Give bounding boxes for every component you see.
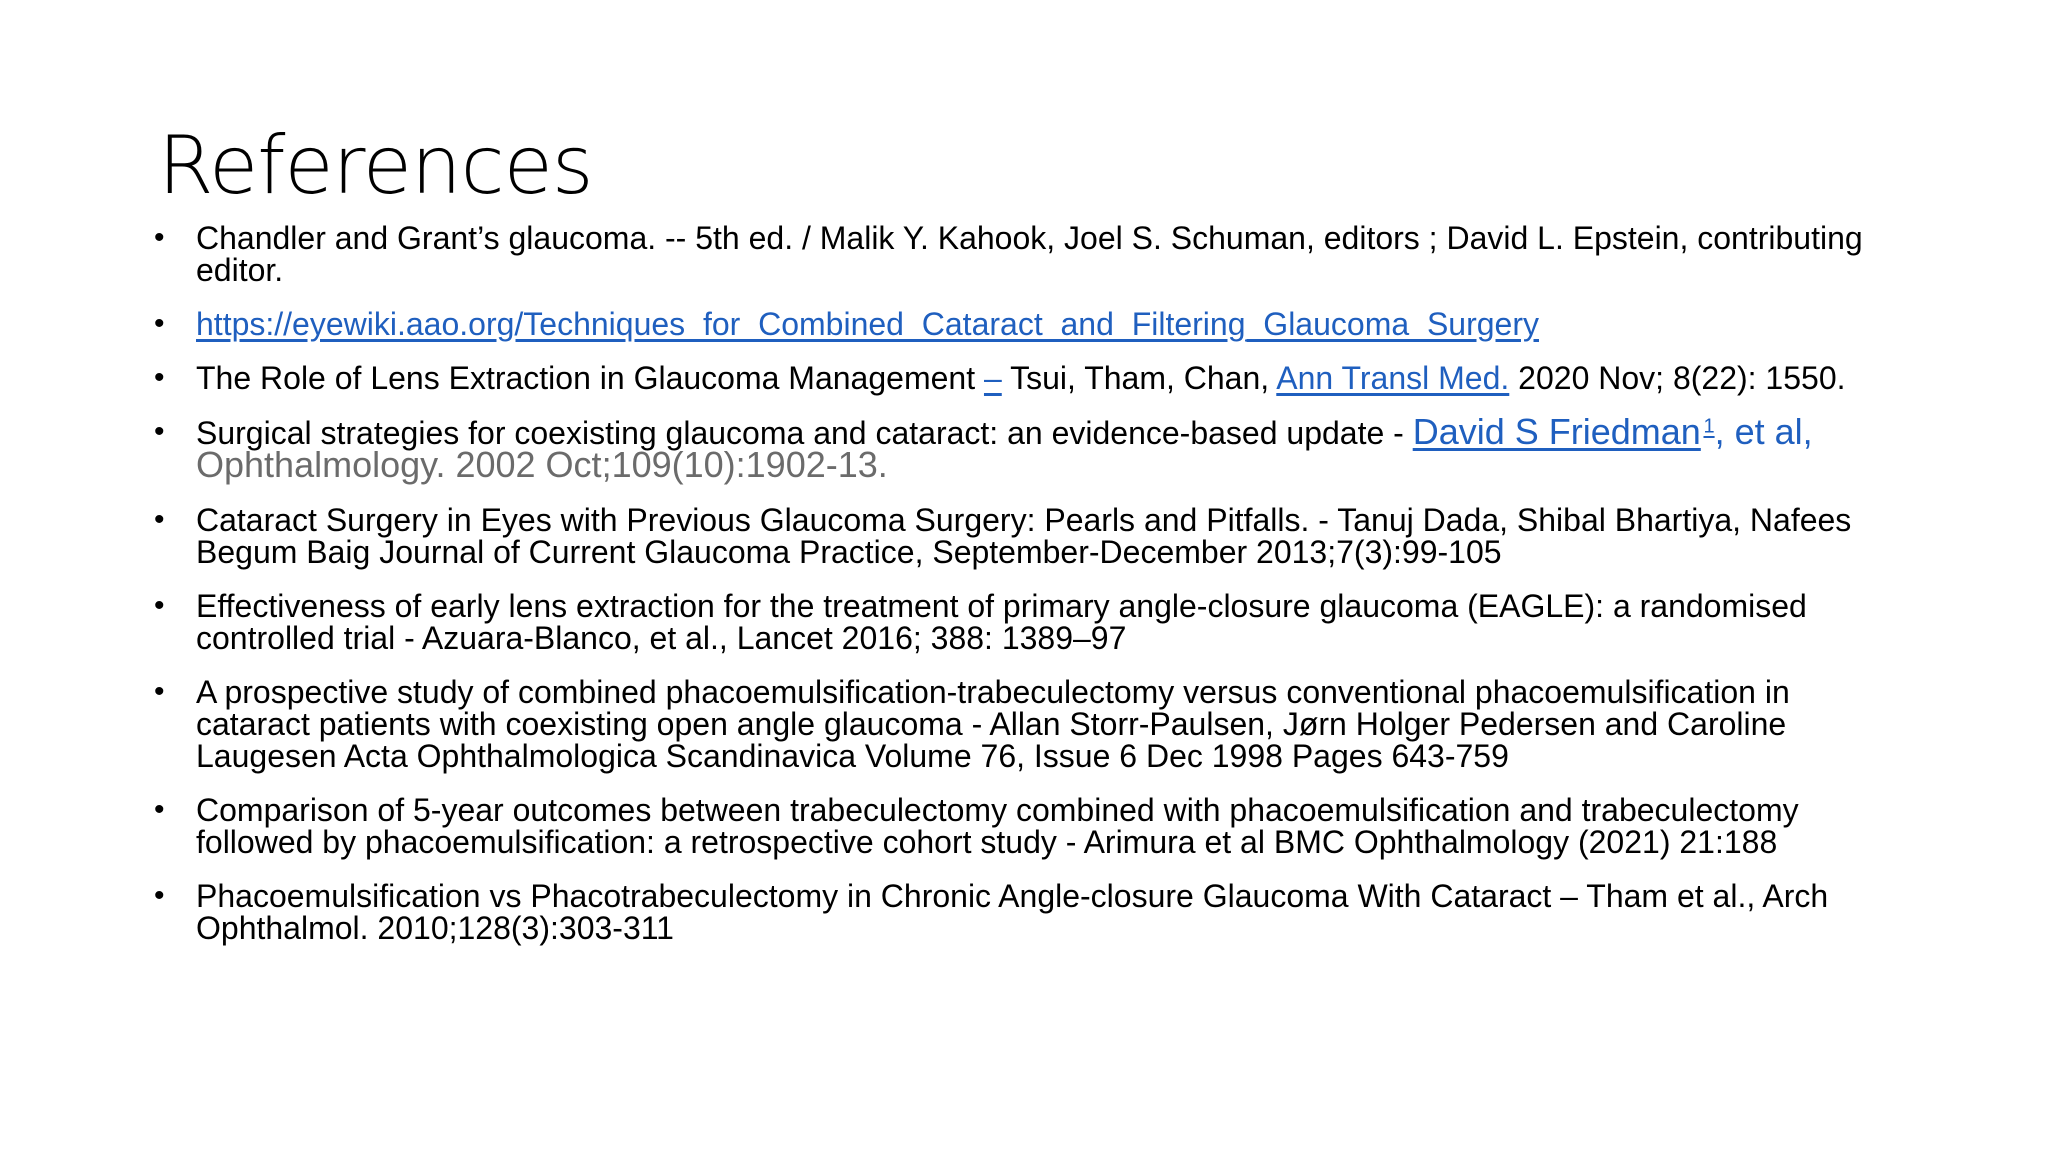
reference-item-6 [150, 590, 1910, 654]
references-list [150, 222, 1910, 966]
reference-text: Phacoemulsification vs Phacotrabeculectomy in Chronic Angle-closure Glaucoma With Cataract – Tham et al., Arch Ophthalmol. 2010;128(3):303-311 [196, 878, 1829, 946]
bullet-icon: • [154, 503, 165, 536]
reference-item-9 [150, 880, 1910, 944]
slide-title: References [158, 119, 593, 212]
reference-item-1 [150, 222, 1910, 286]
reference-citation: Ophthalmology. 2002 Oct;109(10):1902-13. [196, 444, 888, 485]
reference-text: Comparison of 5-year outcomes between trabeculectomy combined with phacoemulsification and trabeculectomy followed by phacoemulsification: a retrospective cohort study - Arimura et al BMC Ophthalmology (2021) 21:188 [196, 792, 1799, 860]
et-al-text: , et al, [1714, 411, 1813, 452]
bullet-icon: • [154, 415, 165, 448]
bullet-icon: • [154, 307, 165, 340]
affiliation-superscript-link[interactable]: 1 [1703, 415, 1715, 438]
reference-item-7 [150, 676, 1910, 772]
reference-text: Chandler and Grant’s glaucoma. -- 5th ed. / Malik Y. Kahook, Joel S. Schuman, editors ; David L. Epstein, contributing editor. [196, 220, 1863, 288]
reference-text: Effectiveness of early lens extraction for the treatment of primary angle-closure glaucoma (EAGLE): a randomised controlled trial - Azuara-Blanco, et al., Lancet 2016; 388: 1389–97 [196, 588, 1807, 656]
bullet-icon: • [154, 589, 165, 622]
journal-link[interactable]: Ann Transl Med. [1276, 360, 1510, 396]
reference-title: The Role of Lens Extraction in Glaucoma Management [196, 360, 984, 396]
eyewiki-link[interactable]: https://eyewiki.aao.org/Techniques_for_Combined_Cataract_and_Filtering_Glaucoma_Surgery [196, 306, 1539, 342]
dash-link[interactable]: – [983, 360, 1002, 396]
reference-item-3 [150, 362, 1910, 394]
reference-text: A prospective study of combined phacoemulsification-trabeculectomy versus conventional phacoemulsification in cataract patients with coexisting open angle glaucoma - Allan Storr-Paulsen, Jørn Holger Pedersen and Caroline Laugesen Acta Ophthalmologica Scandinavica Volume 76, Issue 6 Dec 1998 Pages 643-759 [196, 674, 1790, 774]
reference-title: Surgical strategies for coexisting glaucoma and cataract: an evidence-based update - [196, 415, 1413, 451]
reference-item-5 [150, 504, 1910, 568]
reference-text: Cataract Surgery in Eyes with Previous Glaucoma Surgery: Pearls and Pitfalls. - Tanuj Dada, Shibal Bhartiya, Nafees Begum Baig Journal of Current Glaucoma Practice, September-December 2013;7(3):99-105 [196, 502, 1852, 570]
reference-item-2 [150, 308, 1910, 340]
bullet-icon: • [154, 793, 165, 826]
reference-citation: 2020 Nov; 8(22): 1550. [1509, 360, 1846, 396]
reference-item-4 [150, 411, 1910, 485]
reference-authors: Tsui, Tham, Chan, [1001, 360, 1277, 396]
bullet-icon: • [154, 221, 165, 254]
reference-item-8 [150, 794, 1910, 858]
bullet-icon: • [154, 879, 165, 912]
bullet-icon: • [154, 675, 165, 708]
author-link[interactable]: David S Friedman [1412, 411, 1701, 452]
bullet-icon: • [154, 361, 165, 394]
